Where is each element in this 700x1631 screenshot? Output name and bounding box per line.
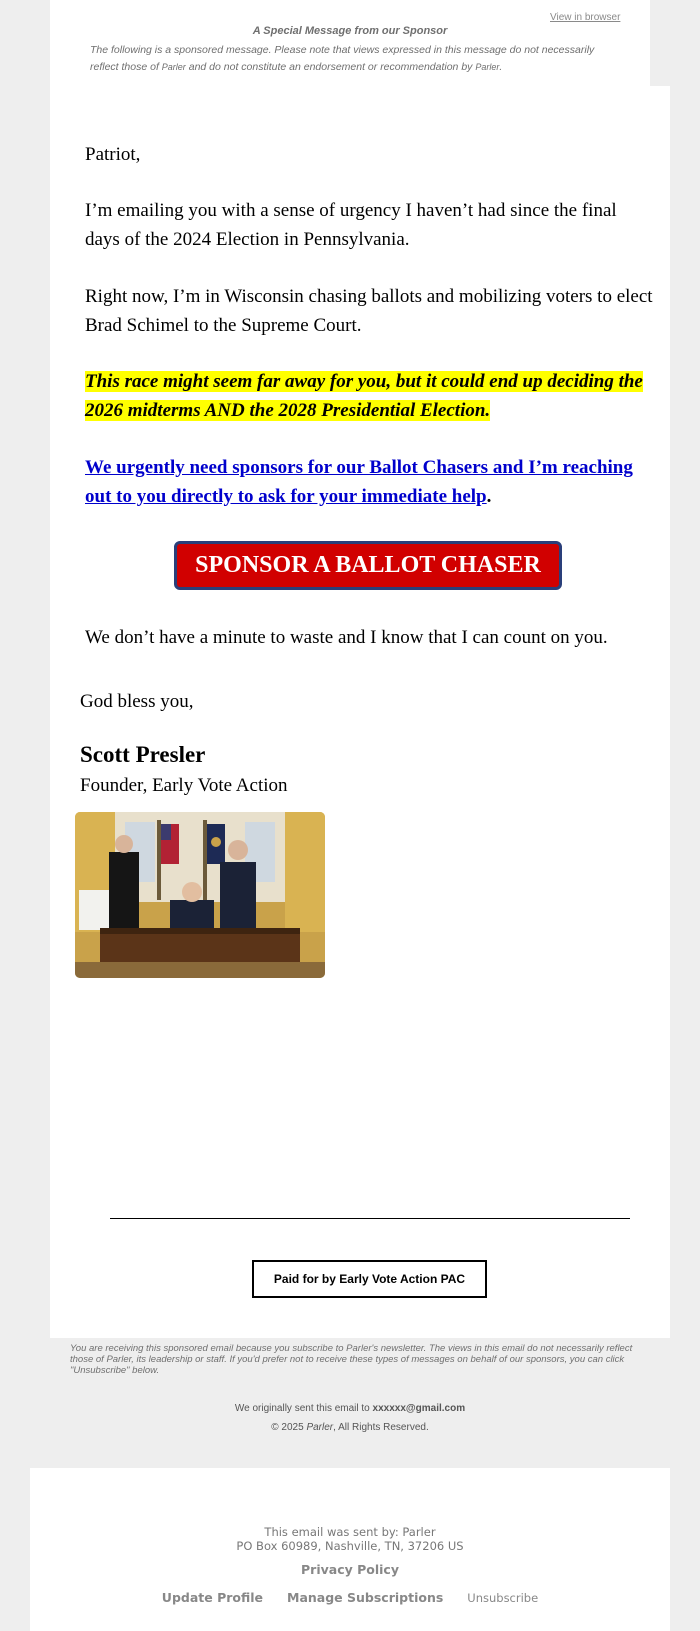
sponsor-note-text-1: The following is a sponsored message. Please note that views expressed in this message do not necessarily reflect those of <box>90 44 595 73</box>
sender-address: PO Box 60989, Nashville, TN, 37206 US <box>236 1539 464 1553</box>
footer-links <box>30 1590 670 1605</box>
sender-line: This email was sent by: Parler <box>264 1525 436 1539</box>
update-profile-link[interactable]: Update Profile <box>161 1590 264 1605</box>
sponsor-request-link[interactable]: We urgently need sponsors for our Ballot Chasers and I’m reaching out to you directly to ask for your immediate help <box>85 457 633 507</box>
subscription-disclaimer: You are receiving this sponsored email because you subscribe to Parler's newsletter. The views in this email do not necessarily reflect those of Parler, its leadership or staff. If you'd prefer not to receive these types of messages on behalf of our sponsors, you can click "Unsubscribe" below. <box>70 1343 633 1376</box>
paragraph-count-on-you: We don’t have a minute to waste and I know that I can count on you. <box>85 627 608 648</box>
copyright-brand: Parler <box>306 1422 334 1433</box>
sponsor-title: A Special Message from our Sponsor <box>252 25 448 37</box>
signoff: God bless you, <box>80 691 194 712</box>
manage-subscriptions-link[interactable]: Manage Subscriptions <box>287 1590 444 1605</box>
oval-office-photo <box>75 812 325 978</box>
sponsor-request-paragraph <box>85 454 655 511</box>
sponsor-note-end: . <box>499 61 503 73</box>
view-in-browser-link[interactable]: View in browser <box>550 12 621 23</box>
highlight-text: This race might seem far away for you, but it could end up deciding the 2026 midterms AND the 2028 Presidential Election. <box>85 371 643 421</box>
sponsor-note-text-2: and do not constitute an endorsement or recommendation by <box>185 61 476 73</box>
paid-for-disclaimer: Paid for by Early Vote Action PAC <box>252 1260 487 1298</box>
sent-to-line <box>50 1403 650 1414</box>
highlighted-paragraph <box>85 368 655 425</box>
copyright-prefix: © 2025 <box>271 1422 307 1433</box>
unsubscribe-link[interactable]: Unsubscribe <box>467 1591 539 1605</box>
signer-name: Scott Presler <box>80 742 206 767</box>
sponsor-ballot-chaser-button[interactable]: SPONSOR A BALLOT CHASER <box>174 541 562 590</box>
signer-title: Founder, Early Vote Action <box>80 775 288 796</box>
sender-info <box>30 1525 670 1553</box>
paragraph-urgency: I’m emailing you with a sense of urgency I haven’t had since the final days of the 2024 Election in Pennsylvania. <box>85 200 617 250</box>
sponsor-note-brand-1: Parler <box>161 62 186 72</box>
copyright-suffix: , All Rights Reserved. <box>333 1422 429 1433</box>
paragraph-wisconsin: Right now, I’m in Wisconsin chasing ballots and mobilizing voters to elect Brad Schimel to the Supreme Court. <box>85 286 653 336</box>
greeting: Patriot, <box>85 144 141 165</box>
sponsor-request-suffix: . <box>486 485 492 507</box>
recipient-email: xxxxxx@gmail.com <box>372 1403 466 1414</box>
copyright <box>50 1422 650 1433</box>
divider <box>110 1218 630 1219</box>
privacy-policy-link[interactable]: Privacy Policy <box>301 1562 399 1577</box>
sent-to-prefix: We originally sent this email to <box>234 1403 373 1414</box>
photo-illustration <box>75 812 325 978</box>
sponsor-note-brand-2: Parler <box>475 62 500 72</box>
sponsor-note <box>90 42 600 76</box>
